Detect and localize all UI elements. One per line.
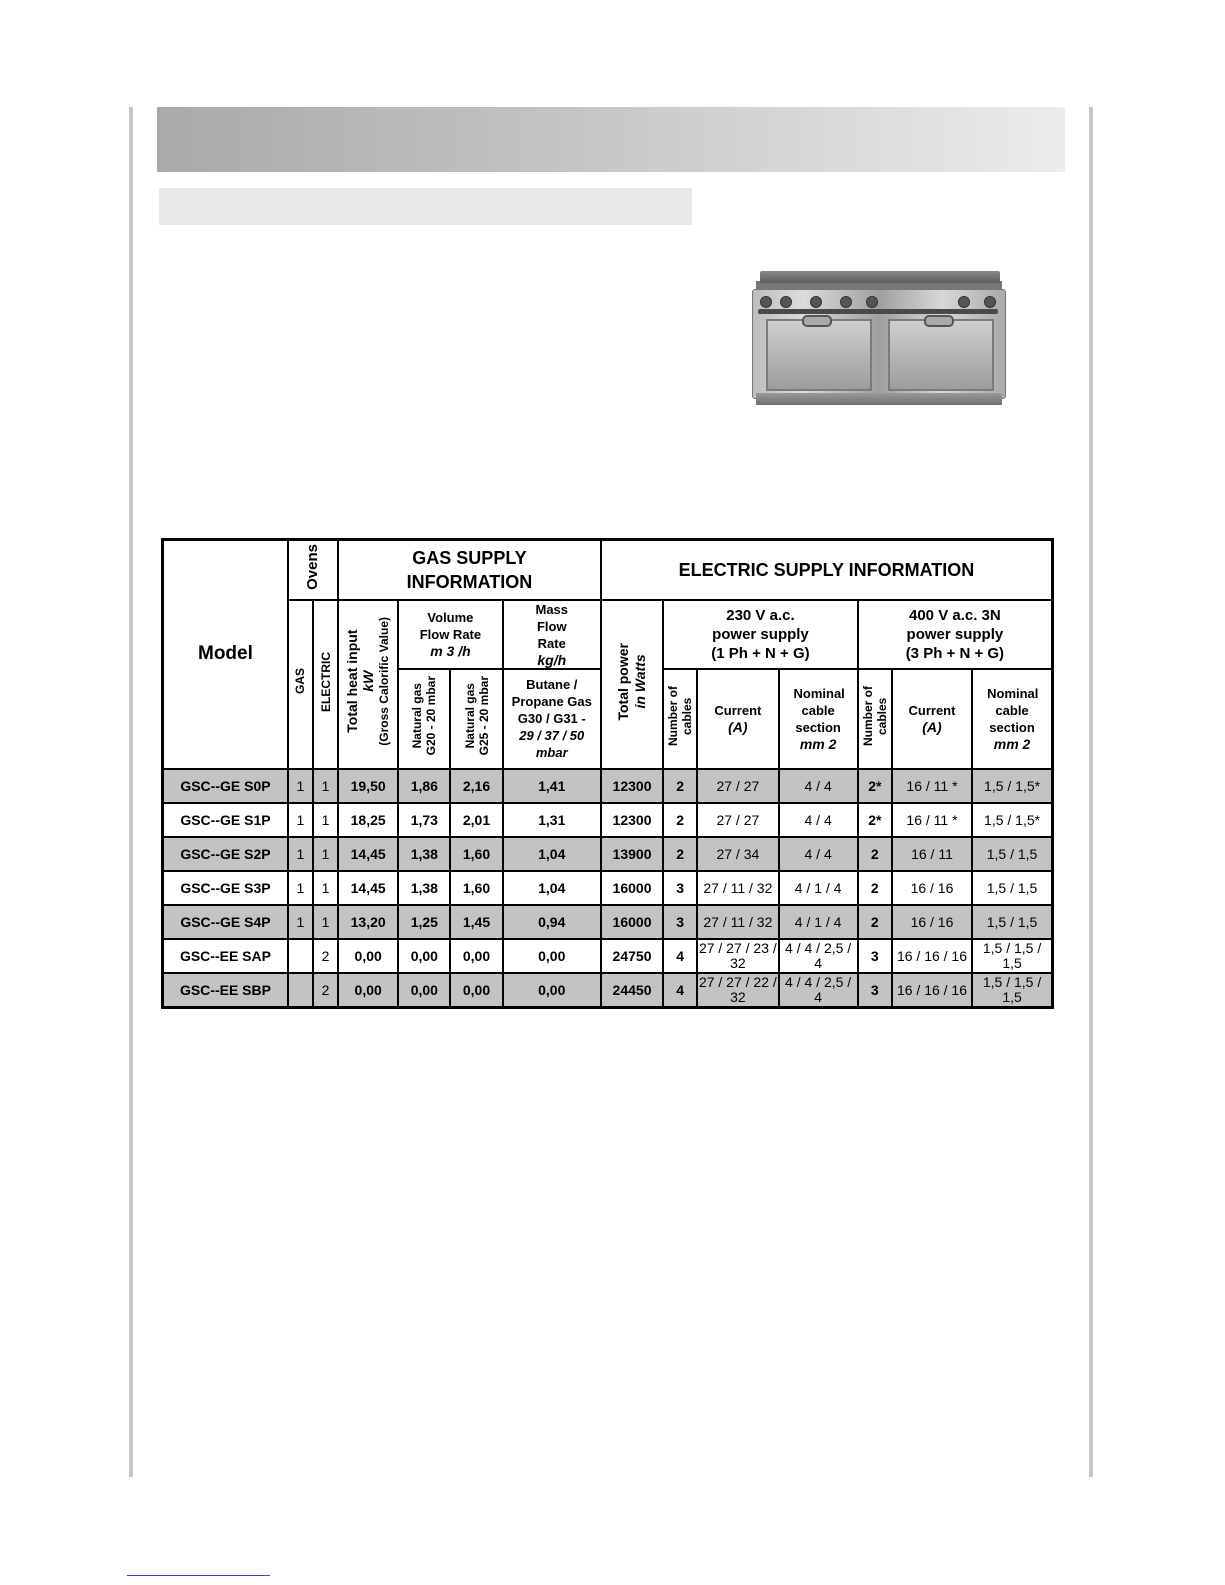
heat-input-cell: 18,25 xyxy=(338,803,398,837)
current-230v-cell: 27 / 11 / 32 xyxy=(697,905,778,939)
gas-ovens-cell: 1 xyxy=(288,871,313,905)
current-230v-cell: 27 / 27 / 22 / 32 xyxy=(697,973,778,1008)
cables-400v-cell: 2 xyxy=(858,871,892,905)
section-400v-cell: 1,5 / 1,5 xyxy=(972,905,1052,939)
model-cell: GSC--GE S3P xyxy=(163,871,288,905)
mass-flow-cell: 0,94 xyxy=(503,905,601,939)
cables-230v-cell: 4 xyxy=(663,973,697,1008)
mass-flow-cell: 1,31 xyxy=(503,803,601,837)
ovens-header: Ovens xyxy=(288,540,338,600)
supply-230v-header: 230 V a.c. power supply (1 Ph + N + G) xyxy=(663,600,858,669)
g25-flow-cell: 1,45 xyxy=(450,905,502,939)
mass-flow-cell: 0,00 xyxy=(503,973,601,1008)
table-row xyxy=(163,973,1053,1008)
heat-input-cell: 13,20 xyxy=(338,905,398,939)
heat-input-cell: 0,00 xyxy=(338,973,398,1008)
total-power-cell: 16000 xyxy=(601,871,663,905)
mass-flow-cell: 1,41 xyxy=(503,769,601,803)
supply-400v-header: 400 V a.c. 3N power supply (3 Ph + N + G) xyxy=(858,600,1053,669)
left-margin-line xyxy=(129,107,133,1477)
section-230v-cell: 4 / 4 / 2,5 / 4 xyxy=(779,973,858,1008)
total-power-cell: 16000 xyxy=(601,905,663,939)
mass-flow-header: Mass Flow Rate kg/h xyxy=(503,600,601,669)
electric-ovens-cell: 1 xyxy=(313,803,338,837)
model-cell: GSC--EE SBP xyxy=(163,973,288,1008)
g25-flow-cell: 0,00 xyxy=(450,939,502,973)
total-power-cell: 24750 xyxy=(601,939,663,973)
section-230v-cell: 4 / 4 xyxy=(779,837,858,871)
cables-400v-header: Number of cables xyxy=(858,669,892,769)
mass-flow-cell: 0,00 xyxy=(503,939,601,973)
g25-flow-cell: 1,60 xyxy=(450,837,502,871)
section-230v-cell: 4 / 1 / 4 xyxy=(779,871,858,905)
cable-section-400v-header: Nominal cable section mm 2 xyxy=(972,669,1052,769)
model-cell: GSC--EE SAP xyxy=(163,939,288,973)
total-power-cell: 12300 xyxy=(601,803,663,837)
g20-flow-cell: 0,00 xyxy=(398,973,450,1008)
electric-ovens-cell: 1 xyxy=(313,769,338,803)
cables-230v-cell: 3 xyxy=(663,871,697,905)
total-power-cell: 12300 xyxy=(601,769,663,803)
cables-230v-cell: 4 xyxy=(663,939,697,973)
mass-flow-cell: 1,04 xyxy=(503,837,601,871)
butane-propane-header: Butane / Propane Gas G30 / G31 - 29 / 37 / 50 mbar xyxy=(503,669,601,769)
table-row xyxy=(163,939,1053,973)
section-230v-cell: 4 / 4 xyxy=(779,803,858,837)
g25-flow-cell: 2,01 xyxy=(450,803,502,837)
current-230v-cell: 27 / 11 / 32 xyxy=(697,871,778,905)
gas-ovens-cell: 1 xyxy=(288,769,313,803)
gas-ovens-cell: 1 xyxy=(288,837,313,871)
current-230v-header: Current (A) xyxy=(697,669,778,769)
current-400v-cell: 16 / 16 xyxy=(892,871,972,905)
current-400v-cell: 16 / 11 xyxy=(892,837,972,871)
gas-ovens-cell xyxy=(288,939,313,973)
g25-flow-cell: 1,60 xyxy=(450,871,502,905)
total-power-header: Total power in Watts xyxy=(601,600,663,769)
g20-flow-cell: 1,38 xyxy=(398,837,450,871)
total-power-cell: 24450 xyxy=(601,973,663,1008)
range-cooker-image xyxy=(752,271,1006,406)
gas-ovens-cell: 1 xyxy=(288,905,313,939)
model-cell: GSC--GE S4P xyxy=(163,905,288,939)
cables-230v-cell: 2 xyxy=(663,837,697,871)
current-400v-header: Current (A) xyxy=(892,669,972,769)
cable-section-230v-header: Nominal cable section mm 2 xyxy=(779,669,858,769)
cables-230v-cell: 2 xyxy=(663,769,697,803)
model-cell: GSC--GE S2P xyxy=(163,837,288,871)
model-cell: GSC--GE S0P xyxy=(163,769,288,803)
heat-input-cell: 14,45 xyxy=(338,837,398,871)
page-header-band xyxy=(157,107,1065,172)
g20-flow-cell: 1,73 xyxy=(398,803,450,837)
section-heading-band xyxy=(159,188,692,225)
gas-ovens-header: GAS xyxy=(288,600,313,769)
g20-flow-cell: 1,25 xyxy=(398,905,450,939)
current-230v-cell: 27 / 27 / 23 / 32 xyxy=(698,939,777,971)
supply-information-table xyxy=(161,538,1054,1009)
model-cell: GSC--GE S1P xyxy=(163,803,288,837)
g25-flow-cell: 2,16 xyxy=(450,769,502,803)
section-230v-cell: 4 / 4 xyxy=(779,769,858,803)
gas-ovens-cell xyxy=(288,973,313,1008)
heat-input-cell: 14,45 xyxy=(338,871,398,905)
volume-flow-header: Volume Flow Rate m 3 /h xyxy=(398,600,502,669)
current-400v-cell: 16 / 16 / 16 xyxy=(892,973,972,1008)
section-230v-cell: 4 / 1 / 4 xyxy=(779,905,858,939)
table-row xyxy=(163,803,1053,837)
cables-230v-header: Number of cables xyxy=(663,669,697,769)
section-400v-cell: 1,5 / 1,5 xyxy=(972,871,1052,905)
model-header: Model xyxy=(163,540,288,769)
table-row xyxy=(163,871,1053,905)
table-row xyxy=(163,905,1053,939)
current-230v-cell: 27 / 27 xyxy=(697,803,778,837)
current-400v-cell: 16 / 11 * xyxy=(892,803,972,837)
total-power-cell: 13900 xyxy=(601,837,663,871)
current-400v-cell: 16 / 16 / 16 xyxy=(892,939,972,973)
cables-230v-cell: 2 xyxy=(663,803,697,837)
g20-flow-cell: 1,38 xyxy=(398,871,450,905)
electric-ovens-cell: 2 xyxy=(313,939,338,973)
heat-input-cell: 0,00 xyxy=(338,939,398,973)
cables-400v-cell: 3 xyxy=(858,973,892,1008)
electric-ovens-cell: 1 xyxy=(313,837,338,871)
natural-gas-g25-header: Natural gas G25 - 20 mbar xyxy=(450,669,502,769)
g25-flow-cell: 0,00 xyxy=(450,973,502,1008)
g20-flow-cell: 1,86 xyxy=(398,769,450,803)
electric-ovens-cell: 2 xyxy=(313,973,338,1008)
current-400v-cell: 16 / 16 xyxy=(892,905,972,939)
section-230v-cell: 4 / 4 / 2,5 / 4 xyxy=(779,939,858,973)
gas-supply-header: GAS SUPPLY INFORMATION xyxy=(338,540,601,600)
section-400v-cell: 1,5 / 1,5 / 1,5 xyxy=(972,973,1052,1008)
mass-flow-cell: 1,04 xyxy=(503,871,601,905)
electric-ovens-cell: 1 xyxy=(313,905,338,939)
total-heat-input-header: Total heat input kW (Gross Calorific Value) xyxy=(338,600,398,769)
cables-400v-cell: 2* xyxy=(858,803,892,837)
section-400v-cell: 1,5 / 1,5 / 1,5 xyxy=(972,939,1052,973)
current-230v-cell: 27 / 27 xyxy=(697,769,778,803)
electric-supply-header: ELECTRIC SUPPLY INFORMATION xyxy=(601,540,1053,600)
cables-400v-cell: 2 xyxy=(858,905,892,939)
footer-link-underline xyxy=(127,1575,270,1576)
g20-flow-cell: 0,00 xyxy=(398,939,450,973)
table-row xyxy=(163,769,1053,803)
cables-400v-cell: 3 xyxy=(858,939,892,973)
current-400v-cell: 16 / 11 * xyxy=(892,769,972,803)
electric-ovens-cell: 1 xyxy=(313,871,338,905)
section-400v-cell: 1,5 / 1,5 xyxy=(972,837,1052,871)
heat-input-cell: 19,50 xyxy=(338,769,398,803)
table-row xyxy=(163,837,1053,871)
right-margin-line xyxy=(1089,107,1093,1477)
section-400v-cell: 1,5 / 1,5* xyxy=(972,803,1052,837)
cables-400v-cell: 2 xyxy=(858,837,892,871)
electric-ovens-header: ELECTRIC xyxy=(313,600,338,769)
cables-230v-cell: 3 xyxy=(663,905,697,939)
cables-400v-cell: 2* xyxy=(858,769,892,803)
current-230v-cell: 27 / 34 xyxy=(697,837,778,871)
gas-ovens-cell: 1 xyxy=(288,803,313,837)
natural-gas-g20-header: Natural gas G20 - 20 mbar xyxy=(398,669,450,769)
section-400v-cell: 1,5 / 1,5* xyxy=(972,769,1052,803)
